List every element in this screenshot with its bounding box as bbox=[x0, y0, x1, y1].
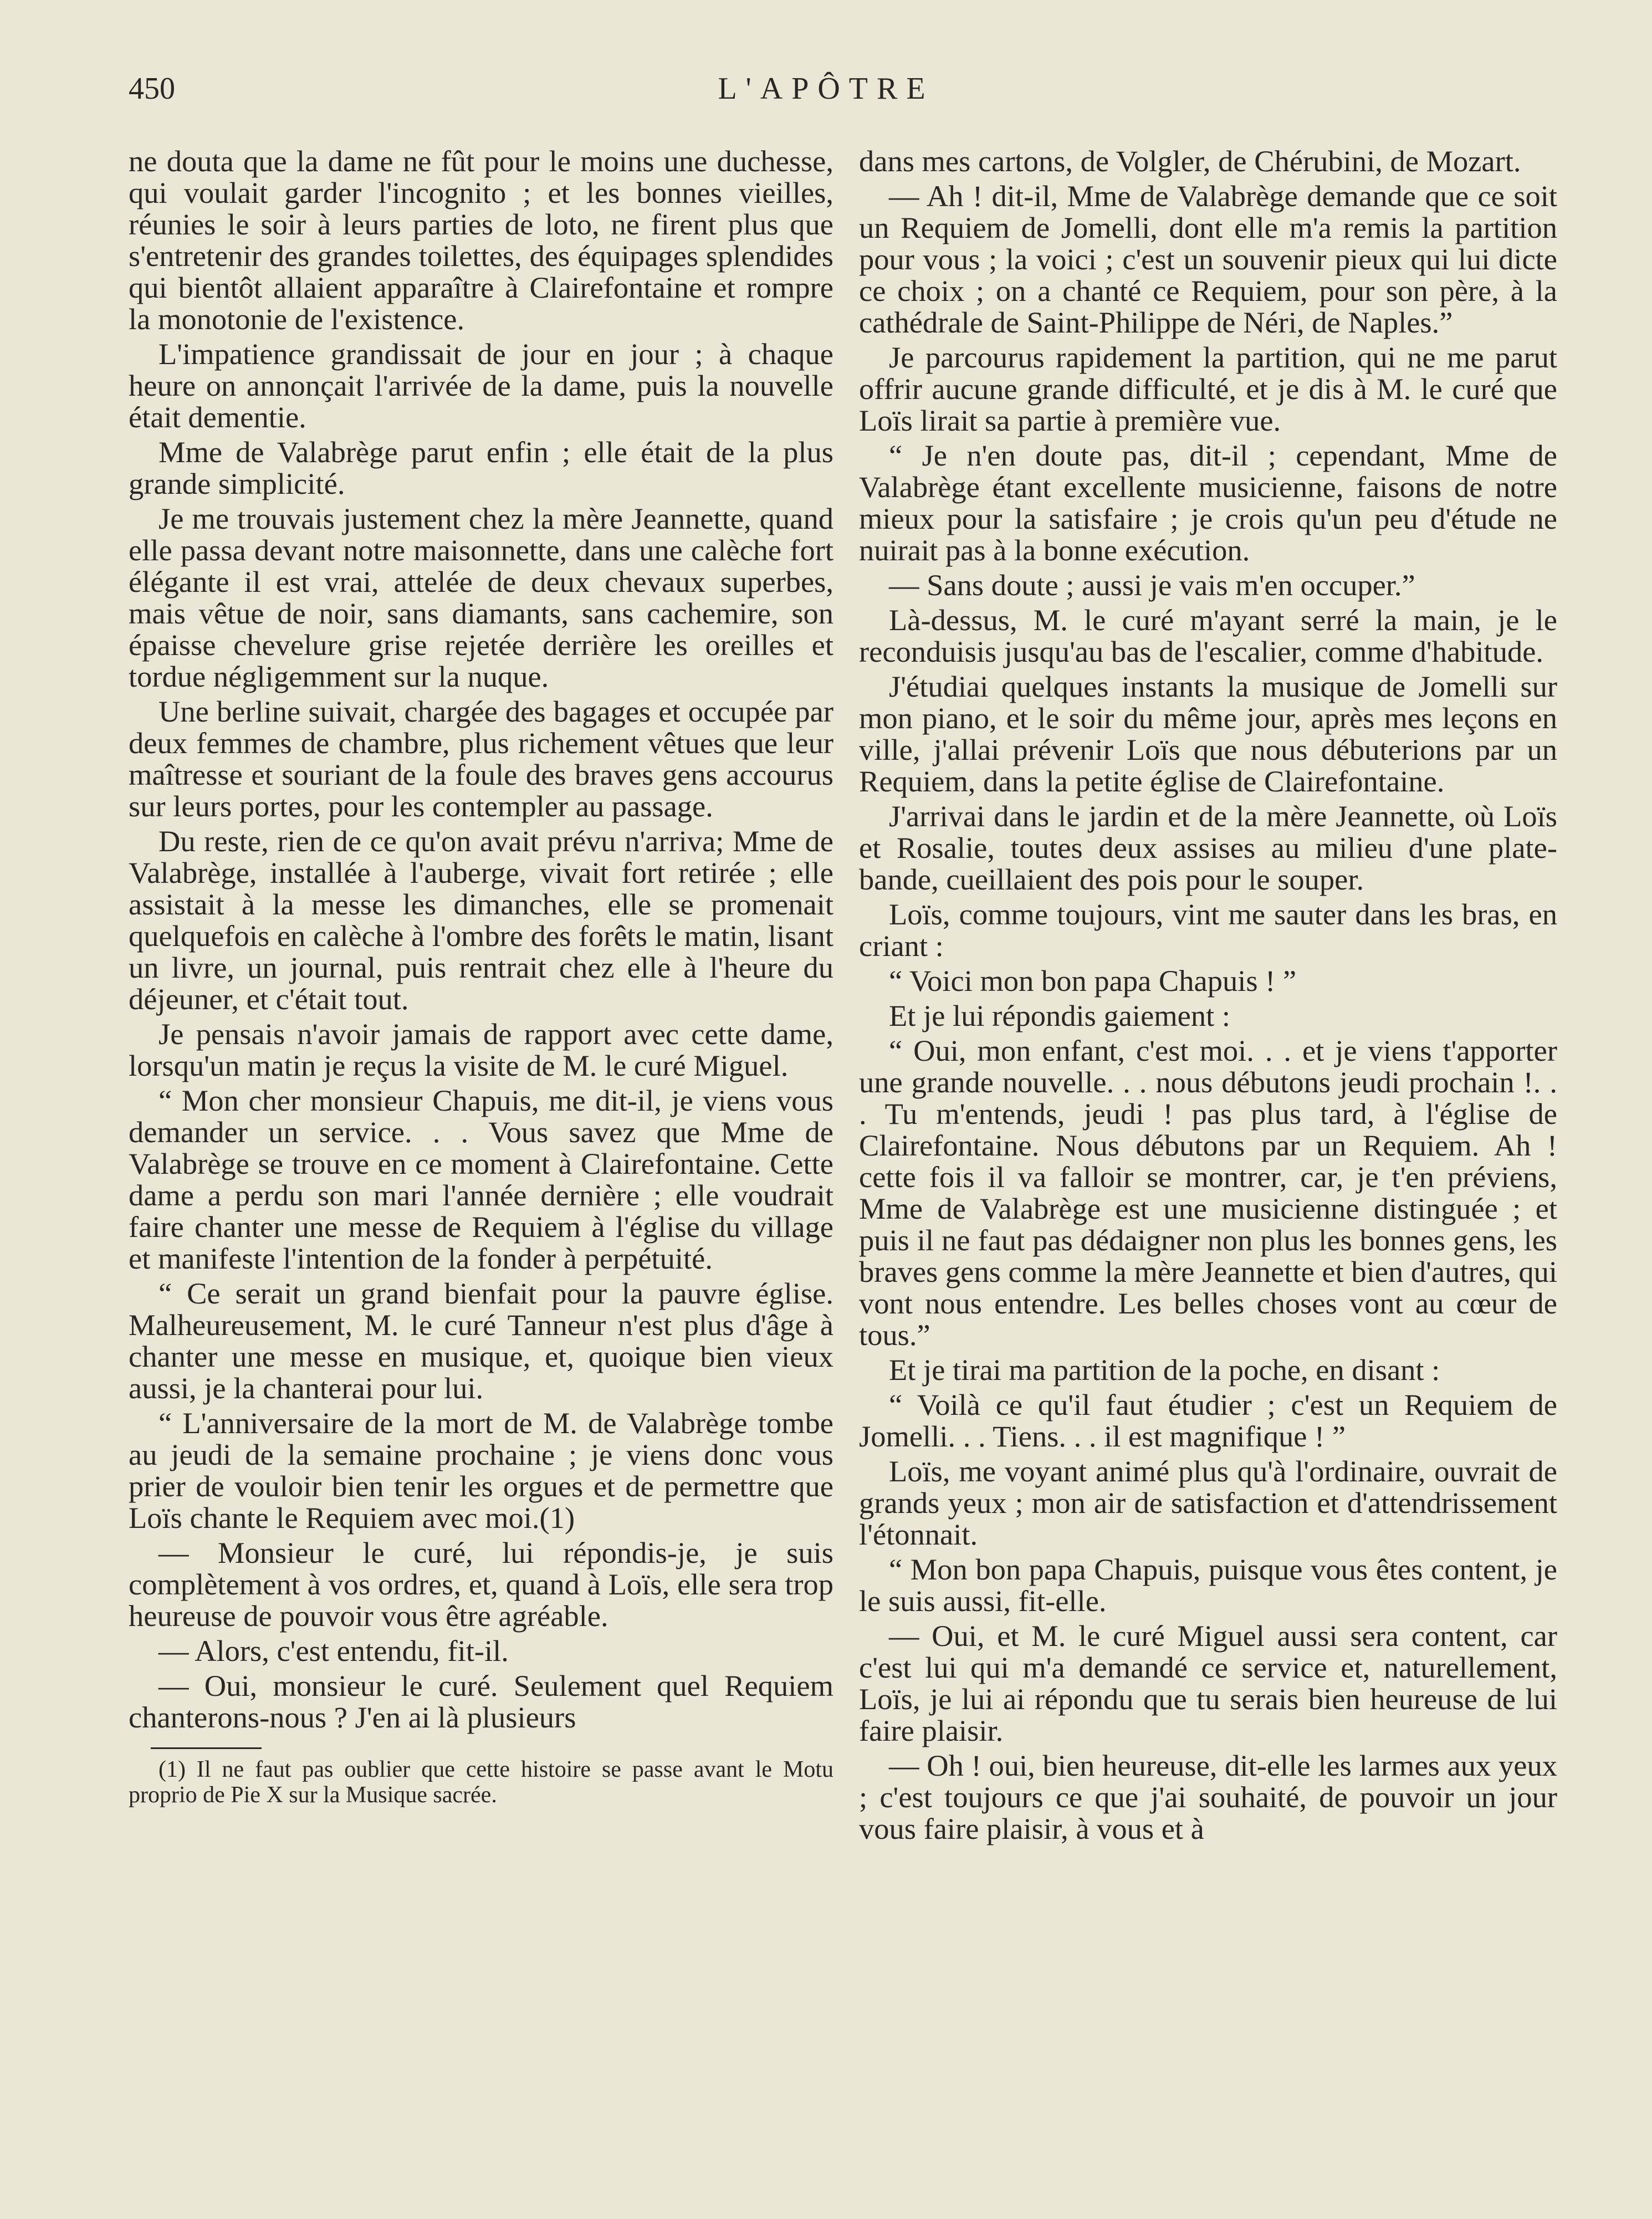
paragraph: “ Je n'en doute pas, dit-il ; cependant, Mme de Valabrège étant excellente musicienne, faisons de notre mieux pour la satisfaire ; je crois qu'un peu d'étude ne nuirait pas à la bonne exécution. bbox=[859, 438, 1557, 567]
paragraph: — Monsieur le curé, lui répondis-je, je suis complètement à vos ordres, et, quand à Loïs, elle sera trop heureuse de pouvoir vous être agréable. bbox=[129, 1536, 833, 1633]
paragraph: J'arrivai dans le jardin et de la mère Jeannette, où Loïs et Rosalie, toutes deux assises au milieu d'une plate-bande, cueillaient des pois pour le souper. bbox=[859, 799, 1557, 896]
page-number: 450 bbox=[129, 71, 175, 106]
paragraph: Et je tirai ma partition de la poche, en disant : bbox=[889, 1353, 1440, 1387]
footnote-divider bbox=[151, 1747, 262, 1749]
paragraph: Je me trouvais justement chez la mère Jeannette, quand elle passa devant notre maisonnette, dans une calèche fort élégante il est vrai, attelée de deux chevaux superbes, mais vêtue de noir, sans diamants, sans cachemire, son épaisse chevelure grise rejetée derrière les oreilles et tordue négligemment sur la nuque. bbox=[129, 502, 833, 693]
paragraph: J'étudiai quelques instants la musique de Jomelli sur mon piano, et le soir du même jour, après mes leçons en ville, j'allai prévenir Loïs que nous débuterions par un Requiem, dans la petite église de Clairefontaine. bbox=[859, 669, 1557, 798]
running-header bbox=[129, 71, 1523, 110]
paragraph: “ Voici mon bon papa Chapuis ! ” bbox=[889, 964, 1297, 998]
footnote: (1) Il ne faut pas oublier que cette histoire se passe avant le Motu proprio de Pie X sur la Musique sacrée. bbox=[129, 1757, 833, 1808]
paragraph: Et je lui répondis gaiement : bbox=[889, 999, 1230, 1032]
paragraph: Loïs, comme toujours, vint me sauter dans les bras, en criant : bbox=[859, 897, 1557, 963]
paragraph: Là-dessus, M. le curé m'ayant serré la main, je le reconduisis jusqu'au bas de l'escalier, comme d'habitude. bbox=[859, 603, 1557, 668]
paragraph: “ Mon cher monsieur Chapuis, me dit-il, je viens vous demander un service. . . Vous savez que Mme de Valabrège se trouve en ce moment à Clairefontaine. Cette dame a perdu son mari l'année dernière ; elle voudrait faire chanter une messe de Requiem à l'église du village et manifeste l'intention de la fonder à perpétuité. bbox=[129, 1083, 833, 1275]
paragraph: Une berline suivait, chargée des bagages et occupée par deux femmes de chambre, plus richement vêtues que leur maîtresse et souriant de la foule des braves gens accourus sur leurs portes, pour les contempler au passage. bbox=[129, 694, 833, 823]
right-column bbox=[859, 145, 1557, 1848]
paragraph: — Ah ! dit-il, Mme de Valabrège demande que ce soit un Requiem de Jomelli, dont elle m'a remis la partition pour vous ; la voici ; c'est un souvenir pieux qui lui dicte ce choix ; on a chanté ce Requiem, pour son père, à la cathédrale de Saint-Philippe de Néri, de Naples.” bbox=[859, 179, 1557, 339]
paragraph: Je pensais n'avoir jamais de rapport avec cette dame, lorsqu'un matin je reçus la visite de M. le curé Miguel. bbox=[129, 1017, 833, 1082]
paragraph: “ Mon bon papa Chapuis, puisque vous êtes content, je le suis aussi, fit-elle. bbox=[859, 1552, 1557, 1618]
paragraph: L'impatience grandissait de jour en jour ; à chaque heure on annonçait l'arrivée de la dame, puis la nouvelle était dementie. bbox=[129, 337, 833, 434]
paragraph: Je parcourus rapidement la partition, qui ne me parut offrir aucune grande difficulté, et je dis à M. le curé que Loïs lirait sa partie à première vue. bbox=[859, 340, 1557, 437]
paragraph: ne douta que la dame ne fût pour le moins une duchesse, qui voulait garder l'incognito ; et les bonnes vieilles, réunies le soir à leurs parties de loto, ne firent plus que s'entretenir des grandes toilettes, des équipages splendides qui bientôt allaient apparaître à Clairefontaine et rompre la monotonie de l'existence. bbox=[129, 144, 833, 336]
paragraph: “ Ce serait un grand bienfait pour la pauvre église. Malheureusement, M. le curé Tanneur n'est plus d'âge à chanter une messe en musique, et, quoique bien vieux aussi, je la chanterai pour lui. bbox=[129, 1276, 833, 1405]
paragraph: — Oui, et M. le curé Miguel aussi sera content, car c'est lui qui m'a demandé ce service et, naturellement, Loïs, je lui ai répondu que tu serais bien heureuse de lui faire plaisir. bbox=[859, 1619, 1557, 1747]
paragraph: Loïs, me voyant animé plus qu'à l'ordinaire, ouvrait de grands yeux ; mon air de satisfaction et d'attendrissement l'étonnait. bbox=[859, 1454, 1557, 1551]
paragraph: “ L'anniversaire de la mort de M. de Valabrège tombe au jeudi de la semaine prochaine ; je viens donc vous prier de vouloir bien tenir les orgues et de permettre que Loïs chante le Requiem avec moi.(1) bbox=[129, 1406, 833, 1535]
paragraph: “ Oui, mon enfant, c'est moi. . . et je viens t'apporter une grande nouvelle. . . nous débutons jeudi prochain !. . . Tu m'entends, jeudi ! pas plus tard, à l'église de Clairefontaine. Nous débutons par un Requiem. Ah ! cette fois il va falloir se montrer, car, je t'en préviens, Mme de Valabrège est une musicienne distinguée ; et puis il ne faut pas dédaigner non plus les bonnes gens, les braves gens comme la mère Jeannette et bien d'autres, qui vont nous entendre. Les belles choses vont au cœur de tous.” bbox=[859, 1034, 1557, 1352]
left-column bbox=[129, 145, 833, 1811]
paragraph: dans mes cartons, de Volgler, de Chérubini, de Mozart. bbox=[859, 144, 1521, 178]
paragraph: — Oh ! oui, bien heureuse, dit-elle les larmes aux yeux ; c'est toujours ce que j'ai souhaité, de pouvoir un jour vous faire plaisir, à vous et à bbox=[859, 1748, 1557, 1845]
paragraph: — Alors, c'est entendu, fit-il. bbox=[158, 1634, 509, 1668]
paragraph: “ Voilà ce qu'il faut étudier ; c'est un Requiem de Jomelli. . . Tiens. . . il est magnifique ! ” bbox=[859, 1388, 1557, 1453]
paragraph: — Oui, monsieur le curé. Seulement quel Requiem chanterons-nous ? J'en ai là plusieurs bbox=[129, 1669, 833, 1734]
running-title: L'APÔTRE bbox=[718, 71, 934, 106]
paragraph: Mme de Valabrège parut enfin ; elle était de la plus grande simplicité. bbox=[129, 435, 833, 500]
paragraph: — Sans doute ; aussi je vais m'en occuper.” bbox=[889, 568, 1415, 602]
paragraph: Du reste, rien de ce qu'on avait prévu n'arriva; Mme de Valabrège, installée à l'auberge, vivait fort retirée ; elle assistait à la messe les dimanches, elle se promenait quelquefois en calèche à l'ombre des forêts le matin, lisant un livre, un journal, puis rentrait chez elle à l'heure du déjeuner, et c'était tout. bbox=[129, 824, 833, 1016]
